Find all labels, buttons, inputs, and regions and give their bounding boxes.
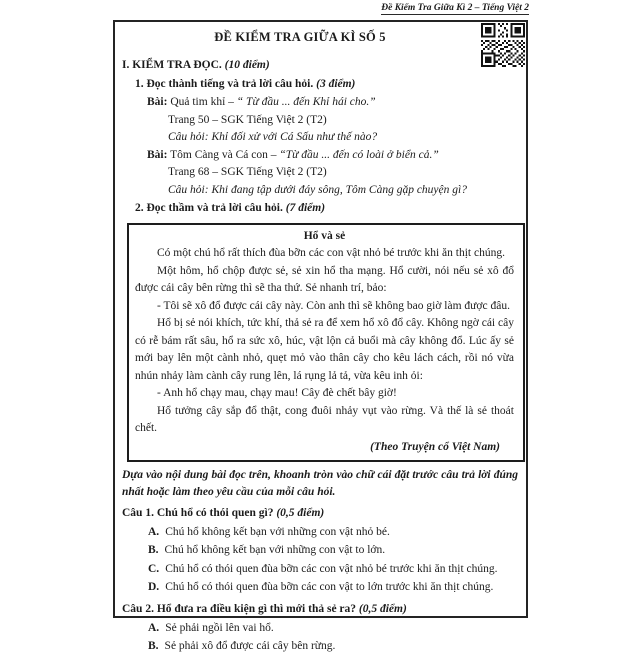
- option-text: Sẻ phải ngồi lên vai hổ.: [165, 621, 274, 634]
- option-text: Chú hổ có thói quen đùa bỡn các con vật nhỏ bé trước khi ăn thịt chúng.: [165, 562, 498, 575]
- option-letter: A.: [148, 621, 160, 634]
- question-heading: [122, 504, 518, 523]
- option-letter: B.: [148, 544, 159, 557]
- reading-name: Tôm Càng và Cá con –: [170, 148, 277, 161]
- part2-title: Đọc thầm và trả lời câu hỏi.: [146, 202, 283, 214]
- part1-points: (3 điểm): [316, 78, 356, 90]
- question-points: (0,5 điểm): [276, 506, 325, 519]
- option-row: [148, 541, 518, 560]
- reading-item: [122, 147, 518, 200]
- option-text: Chú hổ không kết bạn với những con vật nhỏ bé.: [165, 525, 390, 538]
- reading-source-line: Trang 50 – SGK Tiếng Việt 2 (T2): [168, 113, 327, 126]
- question-text: Chú hổ có thói quen gì?: [156, 506, 274, 519]
- question-label: Câu hỏi:: [168, 183, 209, 196]
- option-row: [148, 523, 518, 542]
- option-text: Sẻ phải xô đổ được cái cây bên rừng.: [164, 640, 336, 653]
- section-reading-heading: [122, 56, 518, 75]
- reading-question-line: [168, 129, 518, 147]
- option-row: [148, 637, 518, 656]
- option-text: Chú hổ có thói quen đùa bỡn các con vật to lớn trước khi ăn thịt chúng.: [165, 581, 494, 594]
- question-text: Khi đang tập dưới đáy sông, Tôm Càng gặp chuyện gì?: [211, 183, 467, 196]
- reading-name: Quả tim khỉ –: [170, 96, 234, 108]
- reading-title-line: [147, 94, 518, 112]
- option-letter: C.: [148, 562, 160, 575]
- story-box: [127, 223, 525, 462]
- story-paragraph: Hổ bị sẻ nói khích, tức khí, thả sẻ ra để xem hổ xô đổ cây. Không ngờ cái cây có rễ bám rất sâu, hổ ra sức xô, húc, vật lộn cả buổi mà cây không đổ. Lúc ấy sẻ mới bay lên một cành nhỏ, quẹt mỏ vào thân cây cho kêu lách cách, rồi nó vừa nhún nhảy làm cành cây rung lên, lá rụng lả tả, vừa kêu inh ỏi:: [135, 317, 514, 382]
- story-paragraph: Có một chú hổ rất thích đùa bỡn các con vật nhỏ bé trước khi ăn thịt chúng.: [157, 247, 505, 259]
- qr-code-icon: [481, 23, 525, 67]
- exam-title: ĐỀ KIỂM TRA GIỮA KÌ SỐ 5: [214, 30, 386, 44]
- option-text: Chú hổ không kết bạn với những con vật to lớn.: [164, 544, 386, 557]
- story-title: Hổ và sẻ: [303, 230, 346, 242]
- reading-question-line: [168, 182, 518, 200]
- story-paragraph: - Anh hổ chạy mau, chạy mau! Cây đè chết bây giờ!: [157, 387, 397, 399]
- exam-sheet: [113, 20, 528, 653]
- section-heading-points: (10 điểm): [224, 59, 270, 71]
- question-label: Câu hỏi:: [168, 131, 209, 143]
- section-heading-text: I. KIỂM TRA ĐỌC.: [122, 59, 222, 71]
- part2-points: (7 điểm): [285, 202, 326, 214]
- question-block: [122, 504, 518, 597]
- reading-title-line: [147, 147, 518, 165]
- story-paragraph: Một hôm, hổ chộp được sẻ, sẻ xin hổ tha mạng. Hổ cười, nói nếu sẻ xô đổ được cái cây bên rừng thì sẽ tha thứ. Sẻ nhanh trí, bảo:: [135, 264, 514, 294]
- question-points: (0,5 điểm): [358, 602, 407, 615]
- reading-item: [122, 94, 518, 147]
- story-attribution: (Theo Truyện cổ Việt Nam): [370, 440, 500, 453]
- question-block: [122, 600, 518, 656]
- part1-heading: [135, 75, 518, 94]
- question-heading: [122, 600, 518, 619]
- option-row: [148, 560, 518, 579]
- question-label: Câu 2.: [122, 602, 154, 615]
- story-paragraph: Hổ tưởng cây sắp đổ thật, cong đuôi nhảy vụt vào rừng. Và thế là sẻ thoát chết.: [135, 404, 514, 434]
- reading-label: Bài:: [147, 148, 168, 161]
- option-letter: A.: [148, 525, 160, 538]
- part2-heading: [135, 199, 518, 218]
- page-header: Đề Kiểm Tra Giữa Kì 2 – Tiếng Việt 2: [381, 3, 529, 13]
- story-paragraph: - Tôi sẽ xô đổ được cái cây này. Còn anh thì sẽ không bao giờ làm được đâu.: [157, 299, 510, 312]
- instruction-note: Dựa vào nội dung bài đọc trên, khoanh tròn vào chữ cái đặt trước câu trả lời đúng nhất hoặc làm theo yêu cầu của mỗi câu hỏi.: [122, 468, 518, 498]
- option-letter: D.: [148, 581, 160, 594]
- option-letter: B.: [148, 640, 159, 653]
- reading-source-line: Trang 68 – SGK Tiếng Việt 2 (T2): [168, 166, 327, 178]
- part2-number: 2.: [135, 202, 144, 214]
- question-label: Câu 1.: [122, 506, 154, 519]
- question-text: Hổ đưa ra điều kiện gì thì mới thả sẻ ra?: [156, 602, 357, 615]
- question-text: Khỉ đối xử với Cá Sấu như thế nào?: [211, 131, 378, 143]
- option-row: [148, 578, 518, 597]
- reading-excerpt: “ Từ đầu ... đến Khỉ hái cho.”: [236, 96, 376, 108]
- part1-number: 1.: [135, 78, 144, 90]
- option-row: [148, 619, 518, 638]
- part1-title: Đọc thành tiếng và trả lời câu hỏi.: [146, 78, 314, 90]
- reading-excerpt: “Từ đầu ... đến có loài ở biển cả.”: [279, 148, 439, 161]
- reading-label: Bài:: [147, 96, 168, 108]
